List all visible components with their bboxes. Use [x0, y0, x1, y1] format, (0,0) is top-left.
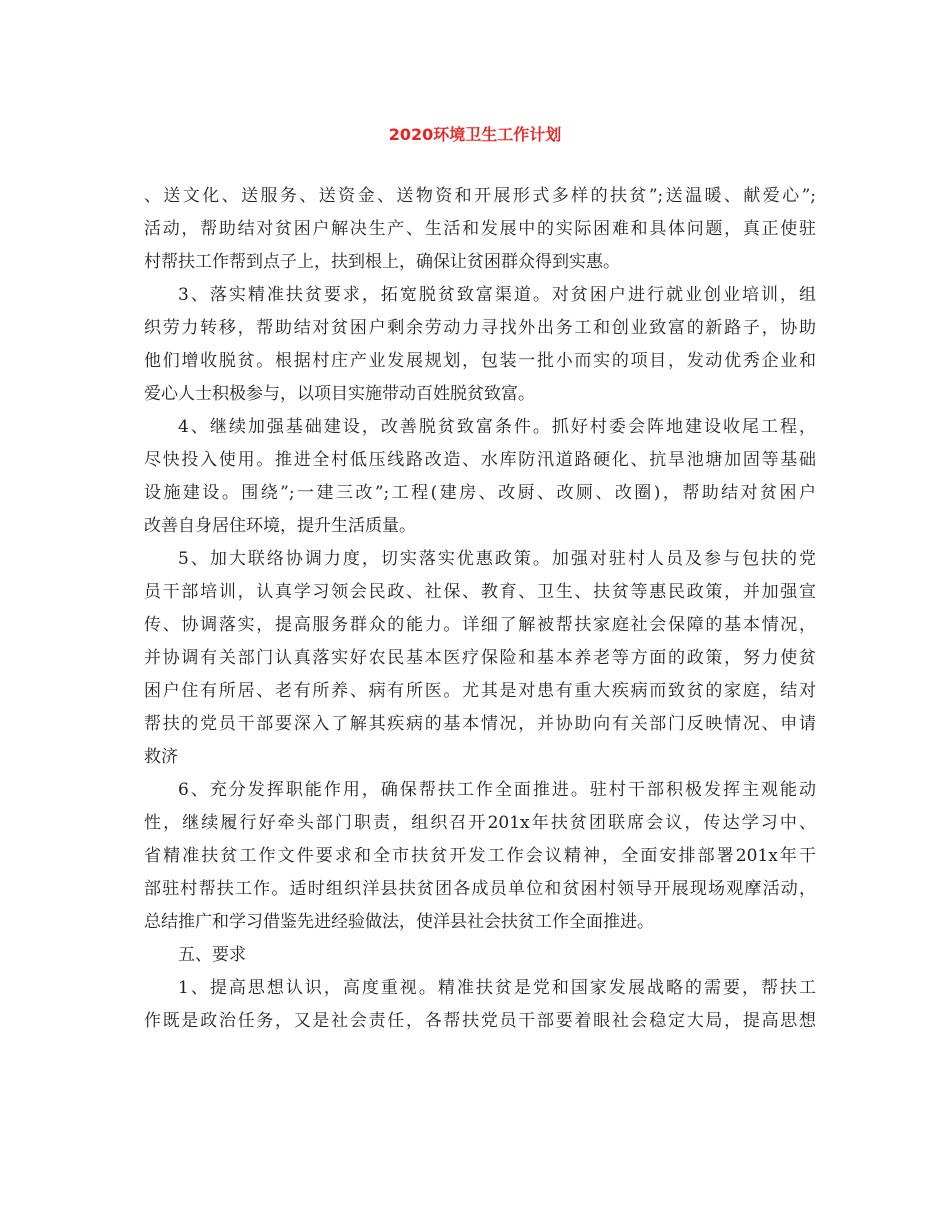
text-line: 救济: [144, 747, 178, 767]
text-line: 困户住有所居、老有所养、病有所医。尤其是对患有重大疾病而致贫的家庭，结对: [144, 681, 816, 701]
document-body: [144, 180, 816, 1038]
text-line: 织劳力转移，帮助结对贫困户剩余劳动力寻找外出务工和创业致富的新路子，协助: [144, 318, 816, 338]
text-line: 活动，帮助结对贫困户解决生产、生活和发展中的实际困难和具体问题，真正使驻: [144, 219, 816, 239]
text-line: 4、继续加强基础建设，改善脱贫致富条件。抓好村委会阵地建设收尾工程，: [178, 417, 816, 437]
text-line: 尽快投入使用。推进全村低压线路改造、水库防汛道路硬化、抗旱池塘加固等基础: [144, 450, 816, 470]
text-line: 、送文化、送服务、送资金、送物资和开展形式多样的扶贫”;送温暖、献爱心”;: [144, 186, 816, 206]
text-line: 3、落实精准扶贫要求，拓宽脱贫致富渠道。对贫困户进行就业创业培训，组: [178, 285, 816, 305]
text-line: 5、加大联络协调力度，切实落实优惠政策。加强对驻村人员及参与包扶的党: [178, 549, 816, 569]
text-line: 员干部培训，认真学习领会民政、社保、教育、卫生、扶贫等惠民政策，并加强宣: [144, 582, 816, 602]
text-line: 性，继续履行好牵头部门职责，组织召开201x年扶贫团联席会议，传达学习中、: [144, 813, 816, 833]
text-line: 爱心人士积极参与，以项目实施带动百姓脱贫致富。: [144, 384, 535, 404]
text-line: 改善自身居住环境，提升生活质量。: [144, 516, 416, 536]
document-title: 2020环境卫生工作计划: [388, 125, 562, 144]
text-line: 村帮扶工作帮到点子上，扶到根上，确保让贫困群众得到实惠。: [144, 252, 620, 272]
text-line: 帮扶的党员干部要深入了解其疾病的基本情况，并协助向有关部门反映情况、申请: [144, 714, 816, 734]
text-line: 他们增收脱贫。根据村庄产业发展规划，包装一批小而实的项目，发动优秀企业和: [144, 351, 816, 371]
text-line: 1、提高思想认识，高度重视。精准扶贫是党和国家发展战略的需要，帮扶工: [178, 978, 816, 998]
text-line: 总结推广和学习借鉴先进经验做法，使洋县社会扶贫工作全面推进。: [144, 912, 654, 932]
text-line: 6、充分发挥职能作用，确保帮扶工作全面推进。驻村干部积极发挥主观能动: [178, 780, 816, 800]
text-line: 作既是政治任务，又是社会责任，各帮扶党员干部要着眼社会稳定大局，提高思想: [144, 1011, 816, 1031]
text-line: 并协调有关部门认真落实好农民基本医疗保险和基本养老等方面的政策，努力使贫: [144, 648, 816, 668]
text-line: 部驻村帮扶工作。适时组织洋县扶贫团各成员单位和贫困村领导开展现场观摩活动，: [144, 879, 816, 899]
text-line: 五、要求: [178, 945, 246, 965]
text-line: 传、协调落实，提高服务群众的能力。详细了解被帮扶家庭社会保障的基本情况，: [144, 615, 816, 635]
text-line: 设施建设。围绕”;一建三改”;工程(建房、改厨、改厕、改圈)，帮助结对贫困户: [144, 483, 816, 503]
text-line: 省精准扶贫工作文件要求和全市扶贫开发工作会议精神，全面安排部署201x年干: [144, 846, 816, 866]
